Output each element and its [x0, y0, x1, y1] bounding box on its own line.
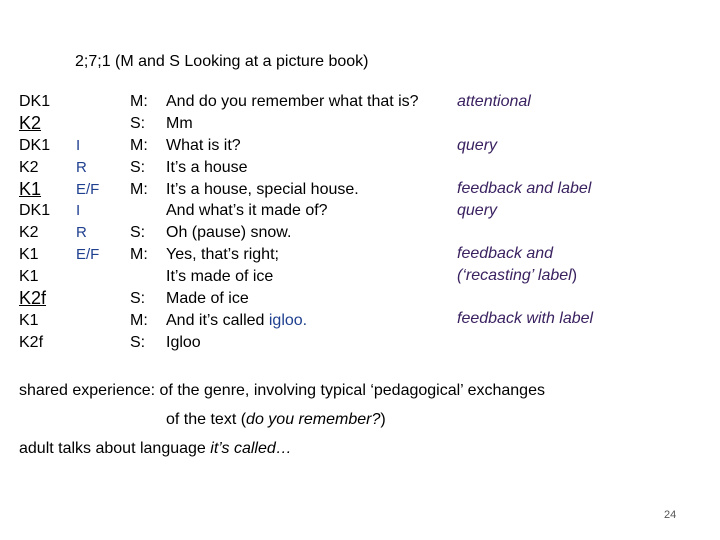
- role-label: [76, 91, 99, 113]
- role-label: I: [76, 136, 81, 154]
- speaker-label: S:: [130, 290, 146, 308]
- utterance: It’s a house: [166, 158, 248, 176]
- utterance: It’s made of ice: [166, 268, 274, 286]
- move-label: K2f: [19, 333, 44, 351]
- speaker-label: M:: [130, 180, 148, 198]
- roles-column: [76, 91, 99, 266]
- utterance-highlight: igloo.: [268, 311, 308, 329]
- speaker-label: M:: [130, 311, 148, 329]
- role-label: E/F: [76, 180, 100, 198]
- utterance: What is it?: [166, 136, 241, 154]
- speaker-label: M:: [130, 246, 148, 264]
- utterance: And what’s it made of?: [166, 202, 328, 220]
- text-line-italic: do you remember?: [246, 411, 381, 428]
- note-recasting-paren: ): [571, 267, 578, 284]
- role-label: [76, 113, 99, 135]
- move-label: DK1: [19, 202, 51, 220]
- move-label: K1: [19, 311, 39, 329]
- move-label: K2f: [19, 288, 47, 309]
- speaker-label: M:: [130, 93, 148, 110]
- adult-talks-italic: it’s called…: [210, 440, 292, 457]
- speaker-label: [130, 266, 148, 288]
- speaker-label: S:: [130, 333, 146, 351]
- utterances-column: [166, 91, 419, 354]
- adult-talks-line: [19, 440, 292, 458]
- page-number: 24: [664, 509, 677, 521]
- move-label: K2: [19, 224, 39, 242]
- utterance: Yes, that’s right;: [166, 246, 279, 264]
- speaker-label: M:: [130, 136, 148, 154]
- note-feedback-with-label: feedback with label: [457, 310, 594, 327]
- move-label: DK1: [19, 93, 51, 110]
- utterance-text: And it’s called: [166, 311, 269, 329]
- note-query: query: [457, 202, 498, 219]
- move-label: K2: [19, 112, 42, 133]
- move-label: DK1: [19, 136, 51, 154]
- adult-talks-prefix: adult talks about language: [19, 440, 211, 457]
- shared-experience-line: shared experience: of the genre, involving typical ‘pedagogical’ exchanges: [19, 382, 545, 399]
- utterance: And do you remember what that is?: [166, 93, 419, 110]
- role-label: E/F: [76, 246, 100, 264]
- text-line-prefix: of the text (: [166, 411, 247, 428]
- utterance: [166, 310, 419, 332]
- move-label: K1: [19, 246, 39, 264]
- text-line-suffix: ): [380, 411, 386, 428]
- speaker-label: [130, 200, 148, 222]
- text-line: [166, 411, 386, 429]
- note-feedback-and: feedback and: [457, 245, 554, 262]
- move-label: K1: [19, 268, 39, 286]
- role-label: I: [76, 202, 81, 220]
- role-label: R: [76, 158, 87, 176]
- utterance: Made of ice: [166, 290, 249, 308]
- moves-column: [19, 91, 50, 354]
- note-recasting: [457, 265, 577, 287]
- note-query: query: [457, 137, 498, 154]
- utterance: It’s a house, special house.: [166, 180, 359, 198]
- speaker-label: S:: [130, 114, 146, 132]
- note-attentional: attentional: [457, 93, 531, 110]
- note-recasting-text: (‘recasting’ label: [457, 267, 572, 284]
- utterance: Igloo: [166, 333, 201, 351]
- speakers-column: [130, 91, 148, 354]
- speaker-label: S:: [130, 158, 146, 176]
- slide-title: 2;7;1 (M and S Looking at a picture book): [75, 53, 369, 70]
- move-label: K2: [19, 158, 39, 176]
- role-label: R: [76, 224, 87, 242]
- utterance: Oh (pause) snow.: [166, 224, 292, 242]
- move-label: K1: [19, 178, 42, 199]
- utterance: Mm: [166, 114, 193, 132]
- note-feedback-label: feedback and label: [457, 180, 592, 197]
- speaker-label: S:: [130, 224, 146, 242]
